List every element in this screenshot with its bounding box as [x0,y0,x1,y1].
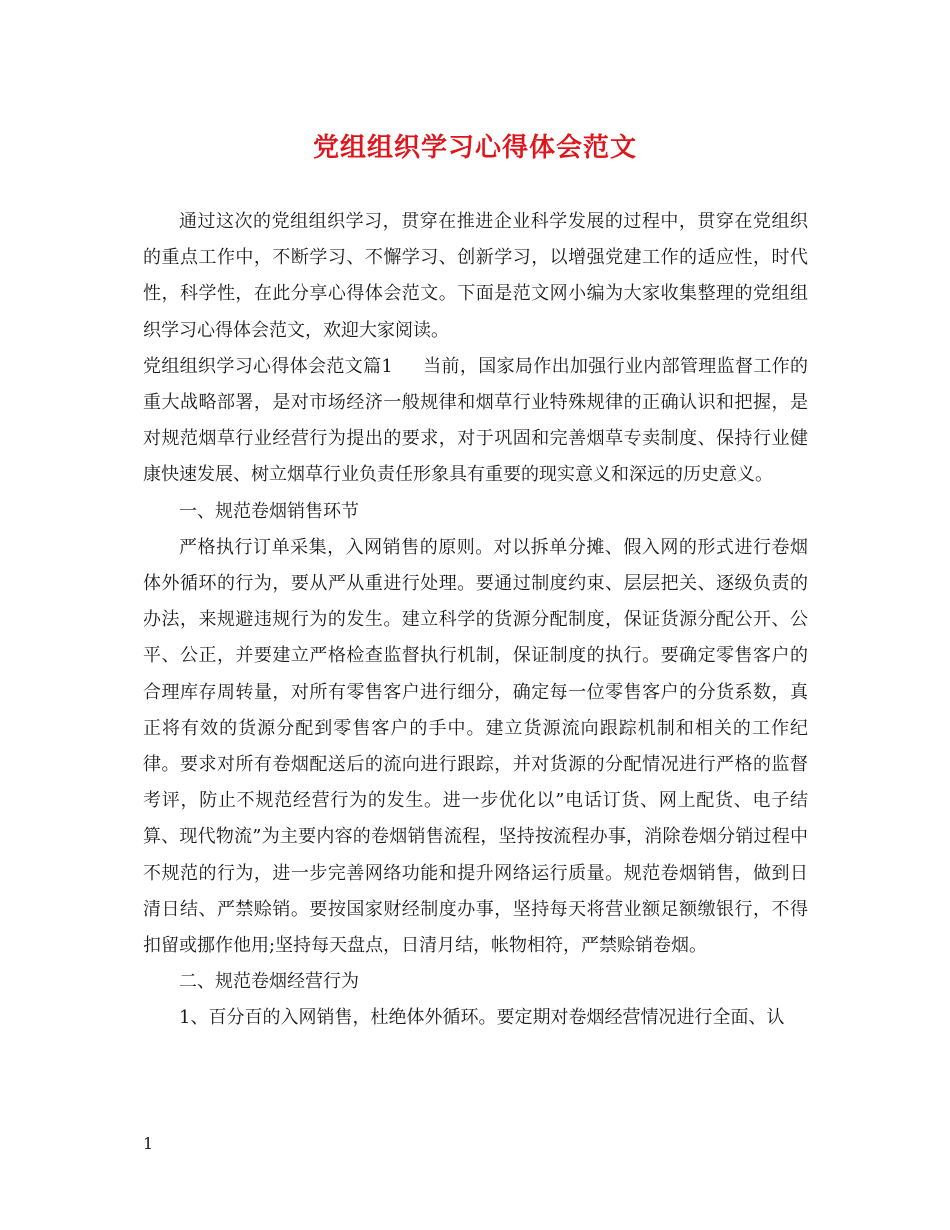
section-2-heading: 二、规范卷烟经营行为 [179,971,359,993]
chapter-label: 党组组织学习心得体会范文篇1 [143,355,393,377]
section-1-body: 严格执行订单采集，入网销售的原则。对以拆单分摊、假入网的形式进行卷烟体外循环的行为，要从严从重进行处理。要通过制度约束、层层把关、逐级负责的办法，来规避违规行为的发生。建立科学的货源分配制度，保证货源分配公开、公平、公正，并要建立严格检查监督执行机制，保证制度的执行。要确定零售客户的合理库存周转量，对所有零售客户进行细分，确定每一位零售客户的分货系数，真正将有效的货源分配到零售客户的手中。建立货源流向跟踪机制和相关的工作纪律。要求对所有卷烟配送后的流向进行跟踪，并对货源的分配情况进行严格的监督考评，防止不规范经营行为的发生。进一步优化以”电话订货、网上配货、电子结算、现代物流”为主要内容的卷烟销售流程，坚持按流程办事，消除卷烟分销过程中不规范的行为，进一步完善网络功能和提升网络运行质量。规范卷烟销售，做到日清日结、严禁赊销。要按国家财经制度办事，坚持每天将营业额足额缴银行，不得扣留或挪作他用;坚持每天盘点，日清月结，帐物相符，严禁赊销卷烟。 [143,536,808,957]
section-2-item-1: 1、百分百的入网销售，杜绝体外循环。要定期对卷烟经营情况进行全面、认 [179,1007,785,1029]
document-title: 党组组织学习心得体会范文 [312,133,637,163]
chapter-intro-text: 当前，国家局作出加强行业内部管理监督工作的重大战略部署，是对市场经济一般规律和烟草行业特殊规律的正确认识和把握，是对规范烟草行业经营行为提出的要求，对于巩固和完善烟草专卖制度、保持行业健康快速发展、树立烟草行业负责任形象具有重要的现实意义和深远的历史意义。 [143,355,809,486]
intro-paragraph: 通过这次的党组组织学习，贯穿在推进企业科学发展的过程中，贯穿在党组织的重点工作中，不断学习、不懈学习、创新学习，以增强党建工作的适应性，时代性，科学性，在此分享心得体会范文。下面是范文网小编为大家收集整理的党组组织学习心得体会范文，欢迎大家阅读。 [143,211,808,341]
section-1-heading: 一、规范卷烟销售环节 [179,500,359,522]
page-number: 1 [143,1134,154,1153]
document-body [143,204,808,1037]
chapter-paragraph [143,349,808,494]
